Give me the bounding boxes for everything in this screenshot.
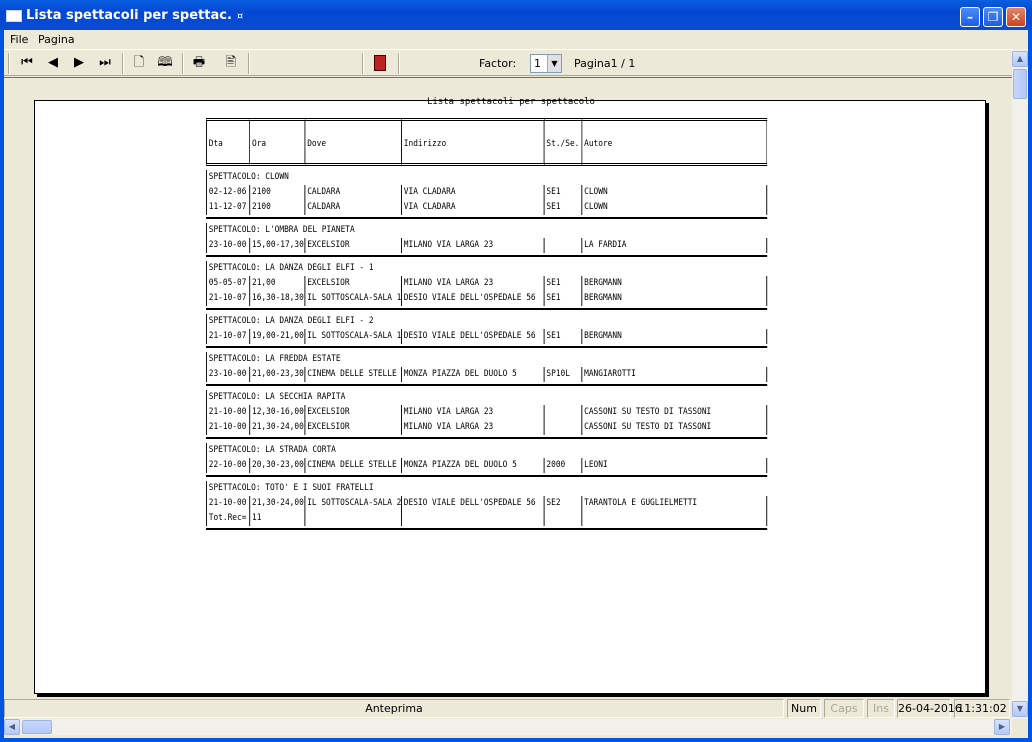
factor-label: Factor: (479, 57, 517, 70)
table-cell: 22-10-00 (206, 458, 250, 473)
scroll-right-icon[interactable]: ▶ (994, 719, 1010, 735)
status-num: Num (787, 699, 821, 718)
table-cell: LA FARDIA (582, 238, 767, 253)
page-setup-icon[interactable]: 🖹 (225, 55, 237, 70)
chevron-down-icon[interactable]: ▼ (547, 55, 561, 72)
toolbar-separator (362, 53, 364, 74)
spettacolo-label: SPETTACOLO: LA DANZA DEGLI ELFI - 1 (206, 261, 767, 276)
table-cell: CINEMA DELLE STELLE (305, 367, 402, 382)
table-cell: SE1 (545, 200, 583, 215)
report-header-row (206, 118, 767, 166)
table-cell (545, 420, 583, 435)
factor-value: 1 (534, 57, 541, 70)
report-groups (206, 166, 767, 530)
table-cell: 21-10-00 (206, 496, 250, 511)
table-row (206, 200, 767, 215)
table-cell: 20,30-23,00 (250, 458, 305, 473)
table-cell: EXCELSIOR (305, 238, 402, 253)
last-page-icon[interactable]: ⏭ (99, 55, 111, 70)
table-cell: 21-10-07 (206, 329, 250, 344)
report-group (206, 477, 767, 530)
table-cell: 19,00-21,00 (250, 329, 305, 344)
report-table (206, 118, 767, 530)
table-cell: VIA CLADARA (402, 185, 545, 200)
table-cell: EXCELSIOR (305, 276, 402, 291)
table-row (206, 291, 767, 306)
toolbar-separator (182, 53, 184, 74)
spettacolo-label: SPETTACOLO: TOTO' E I SUOI FRATELLI (206, 481, 767, 496)
toolbar-separator (398, 53, 400, 74)
window-title-text: Lista spettacoli per spettac. (26, 8, 232, 23)
status-bar (4, 697, 1012, 719)
table-cell: EXCELSIOR (305, 420, 402, 435)
table-cell: 23-10-00 (206, 367, 250, 382)
table-cell: 12,30-16,00 (250, 405, 305, 420)
toolbar-separator (248, 53, 250, 74)
spettacolo-label: SPETTACOLO: CLOWN (206, 170, 767, 185)
table-cell (305, 511, 402, 526)
header-ora: Ora (250, 118, 305, 166)
table-cell: SP10L (545, 367, 583, 382)
report-group (206, 257, 767, 310)
table-cell: MILANO VIA LARGA 23 (402, 405, 545, 420)
status-time: 11:31:02 (954, 699, 1010, 718)
report-group (206, 219, 767, 257)
menu-file[interactable]: File (10, 33, 29, 46)
table-row (206, 329, 767, 344)
report-group (206, 439, 767, 477)
table-cell: EXCELSIOR (305, 405, 402, 420)
status-ins: Ins (867, 699, 895, 718)
first-page-icon[interactable]: ⏮ (21, 55, 33, 70)
report-title: Lista spettacoli per spettacolo (427, 97, 595, 107)
spettacolo-label: SPETTACOLO: LA STRADA CORTA (206, 443, 767, 458)
table-cell: SE1 (545, 185, 583, 200)
table-cell: 2000 (545, 458, 583, 473)
report-group (206, 166, 767, 219)
table-cell: CLOWN (582, 185, 767, 200)
spettacolo-label: SPETTACOLO: LA SECCHIA RAPITA (206, 390, 767, 405)
table-row (206, 405, 767, 420)
exit-door-icon[interactable] (374, 55, 386, 71)
horizontal-scrollbar[interactable] (4, 719, 1012, 735)
table-cell: 21-10-07 (206, 291, 250, 306)
two-pages-icon[interactable]: 🕮 (157, 55, 173, 70)
status-date: 26-04-2016 (897, 699, 951, 718)
table-cell: BERGMANN (582, 276, 767, 291)
next-page-icon[interactable]: ▶ (74, 55, 84, 70)
table-cell: 05-05-07 (206, 276, 250, 291)
spettacolo-label: SPETTACOLO: LA DANZA DEGLI ELFI - 2 (206, 314, 767, 329)
table-cell: SE1 (545, 276, 583, 291)
table-cell: IL SOTTOSCALA-SALA 1 (305, 291, 402, 306)
restore-button[interactable]: ❐ (983, 7, 1003, 27)
client-area (4, 30, 1028, 738)
table-cell: 02-12-06 (206, 185, 250, 200)
minimize-button[interactable]: – (960, 7, 980, 27)
menu-bar (4, 30, 1028, 49)
header-dta: Dta (206, 118, 250, 166)
spettacolo-label: SPETTACOLO: LA FREDDA ESTATE (206, 352, 767, 367)
table-cell: IL SOTTOSCALA-SALA 1 (305, 329, 402, 344)
table-cell: MILANO VIA LARGA 23 (402, 238, 545, 253)
horizontal-scroll-thumb[interactable] (22, 720, 52, 734)
table-cell (545, 405, 583, 420)
table-cell (545, 238, 583, 253)
table-cell: MANGIAROTTI (582, 367, 767, 382)
table-cell: 21,30-24,00 (250, 496, 305, 511)
table-cell: BERGMANN (582, 291, 767, 306)
table-cell: MONZA PIAZZA DEL DUOLO 5 (402, 458, 545, 473)
toolbar-separator (122, 53, 124, 74)
table-cell (582, 511, 767, 526)
header-indirizzo: Indirizzo (402, 118, 545, 166)
report-page (34, 97, 986, 694)
table-cell: CALDARA (305, 185, 402, 200)
table-cell: CALDARA (305, 200, 402, 215)
table-cell: 21,30-24,00 (250, 420, 305, 435)
report-group (206, 310, 767, 348)
table-cell: 2100 (250, 200, 305, 215)
vertical-scrollbar[interactable] (1012, 49, 1028, 719)
table-cell: DESIO VIALE DELL'OSPEDALE 56 (402, 291, 545, 306)
table-cell: MILANO VIA LARGA 23 (402, 276, 545, 291)
table-cell: 2100 (250, 185, 305, 200)
preview-area[interactable] (4, 77, 1012, 695)
table-cell: TARANTOLA E GUGLIELMETTI (582, 496, 767, 511)
report-group (206, 386, 767, 439)
header-autore: Autore (582, 118, 767, 166)
table-cell: MONZA PIAZZA DEL DUOLO 5 (402, 367, 545, 382)
table-cell: 21-10-00 (206, 405, 250, 420)
table-cell: DESIO VIALE DELL'OSPEDALE 56 (402, 329, 545, 344)
table-cell (402, 511, 545, 526)
status-caps: Caps (824, 699, 864, 718)
title-marker-icon: ¤ (236, 11, 244, 22)
app-icon[interactable] (6, 10, 22, 22)
table-cell: BERGMANN (582, 329, 767, 344)
table-cell: VIA CLADARA (402, 200, 545, 215)
table-cell: SE1 (545, 291, 583, 306)
table-cell: CLOWN (582, 200, 767, 215)
table-cell: Tot.Rec= (206, 511, 250, 526)
table-cell: IL SOTTOSCALA-SALA 2 (305, 496, 402, 511)
status-mode: Anteprima (4, 699, 784, 718)
toolbar-grip (8, 53, 10, 74)
window-title (26, 8, 243, 23)
print-icon[interactable]: 🖶 (192, 55, 206, 70)
table-cell: DESIO VIALE DELL'OSPEDALE 56 (402, 496, 545, 511)
table-row (206, 511, 767, 526)
header-stse: St./Se. (545, 118, 583, 166)
table-cell: CINEMA DELLE STELLE (305, 458, 402, 473)
table-cell: 21,00 (250, 276, 305, 291)
table-row (206, 238, 767, 253)
table-cell: 15,00-17,30 (250, 238, 305, 253)
single-page-icon[interactable]: 🗋 (133, 55, 145, 70)
spettacolo-label: SPETTACOLO: L'OMBRA DEL PIANETA (206, 223, 767, 238)
factor-select[interactable] (530, 54, 562, 73)
table-cell: 21-10-00 (206, 420, 250, 435)
table-row (206, 496, 767, 511)
table-cell: SE2 (545, 496, 583, 511)
page-indicator: Pagina1 / 1 (574, 57, 636, 70)
table-cell: 11 (250, 511, 305, 526)
close-button[interactable]: ✕ (1006, 7, 1026, 27)
table-cell: CASSONI SU TESTO DI TASSONI (582, 405, 767, 420)
table-row (206, 185, 767, 200)
scroll-up-icon[interactable]: ▲ (1012, 51, 1028, 67)
table-cell: MILANO VIA LARGA 23 (402, 420, 545, 435)
table-cell: 23-10-00 (206, 238, 250, 253)
toolbar (4, 49, 1012, 76)
prev-page-icon[interactable]: ◀ (48, 55, 58, 70)
table-cell: 16,30-18,30 (250, 291, 305, 306)
table-cell: 21,00-23,30 (250, 367, 305, 382)
vertical-scroll-thumb[interactable] (1013, 69, 1027, 99)
menu-pagina[interactable]: Pagina (38, 33, 75, 46)
table-row (206, 420, 767, 435)
table-row (206, 458, 767, 473)
title-bar[interactable] (0, 0, 1032, 30)
table-cell: CASSONI SU TESTO DI TASSONI (582, 420, 767, 435)
header-dove: Dove (305, 118, 402, 166)
table-row (206, 276, 767, 291)
report-group (206, 348, 767, 386)
table-row (206, 367, 767, 382)
scroll-left-icon[interactable]: ◀ (4, 719, 20, 735)
table-cell: 11-12-07 (206, 200, 250, 215)
scroll-down-icon[interactable]: ▼ (1012, 701, 1028, 717)
table-cell: LEONI (582, 458, 767, 473)
table-cell (545, 511, 583, 526)
table-cell: SE1 (545, 329, 583, 344)
